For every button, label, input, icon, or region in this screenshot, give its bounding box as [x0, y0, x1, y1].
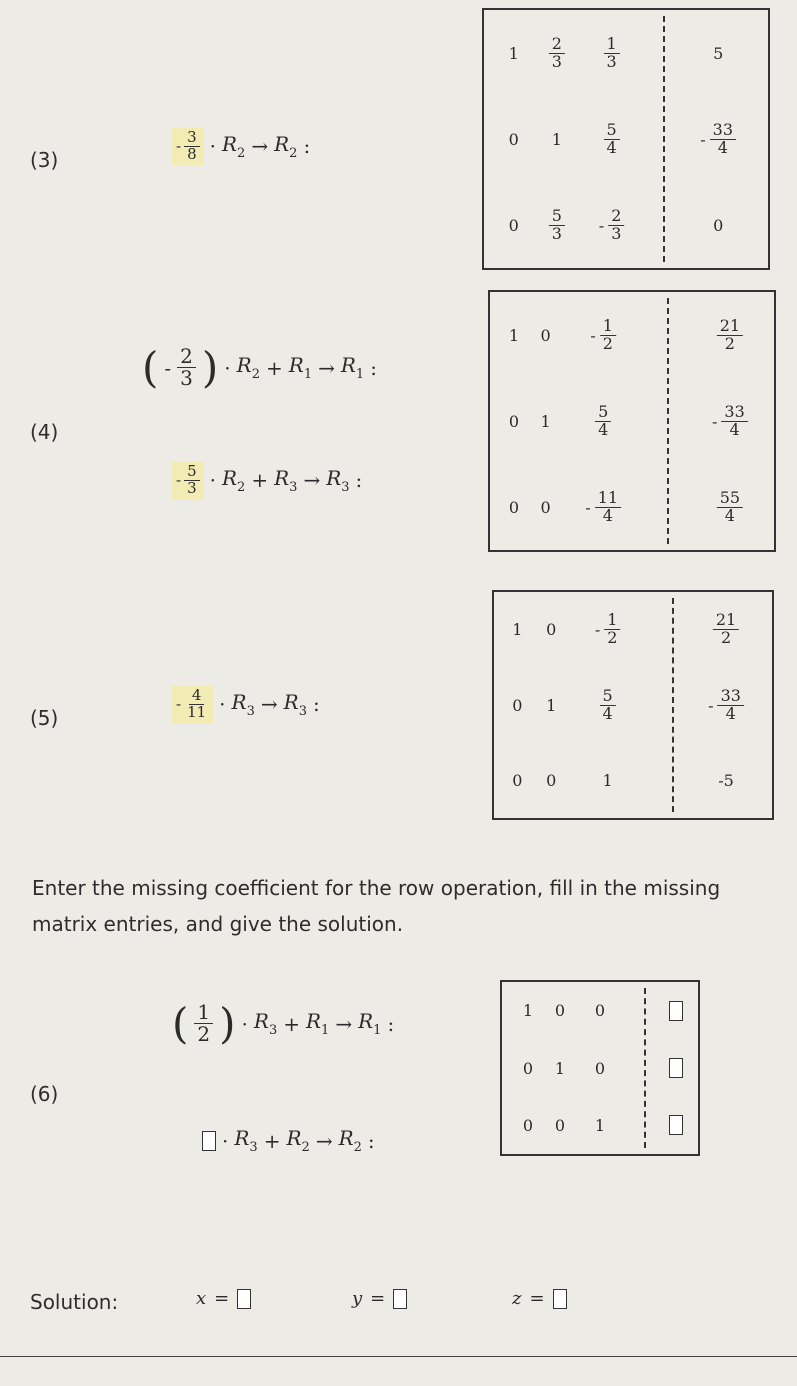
step-6-coefficient-input[interactable]	[202, 1131, 216, 1151]
step-3-label: (3)	[30, 148, 59, 172]
matrix-cell: 0	[554, 1001, 566, 1021]
step-4-operation-2: - $\frac{5}{3}$ · $R_2$ + $R_3$ → $R_3$ :	[172, 462, 362, 499]
matrix-cell: 1	[512, 620, 523, 640]
matrix-cell: $\frac{2}{3}$	[549, 35, 565, 71]
matrix-cell: 0	[554, 1115, 566, 1135]
solution-label: Solution:	[30, 1290, 119, 1314]
matrix-cell: -5	[718, 770, 734, 790]
step-3-coefficient: - $\frac{3}{8}$	[172, 128, 204, 165]
step-6-operation-2: · $R_3$ + $R_2$ → $R_2$ :	[202, 1126, 375, 1155]
matrix-cell: 0	[546, 770, 557, 790]
matrix-cell: 0	[713, 215, 724, 235]
step-6-matrix	[500, 980, 700, 1156]
matrix-cell: 1	[522, 1001, 534, 1021]
step-5-label: (5)	[30, 706, 59, 730]
step-4-matrix	[488, 290, 776, 552]
matrix-cell: - $\frac{33}{4}$	[712, 403, 748, 439]
matrix-cell: 0	[508, 411, 519, 431]
matrix-cell: 0	[512, 770, 523, 790]
instructions: Enter the missing coefficient for the row operation, fill in the missing matrix entries, and give the solution.	[32, 876, 721, 936]
matrix-cell: $\frac{21}{2}$	[717, 317, 743, 353]
matrix-cell: 1	[540, 411, 551, 431]
step-4-operation-1: ( - $\frac{2}{3}$ ) · $R_2$ + $R_1$ → $R_1$ :	[142, 342, 377, 392]
step-3-matrix	[482, 8, 770, 270]
matrix-entry-input[interactable]	[669, 1115, 683, 1135]
step-5-matrix	[492, 590, 774, 820]
step-5-operation: - $\frac{4}{11}$ · $R_3$ → $R_3$ :	[172, 686, 320, 723]
matrix-cell: - $\frac{33}{4}$	[700, 121, 736, 157]
step-6-operation-1: ( $\frac{1}{2}$ ) · $R_3$ + $R_1$ → $R_1$ :	[172, 998, 395, 1048]
matrix-cell: 0	[540, 325, 551, 345]
step-3-operation: - $\frac{3}{8}$ · $R_2$ → $R_2$ :	[172, 128, 310, 165]
matrix-cell: 0	[546, 620, 557, 640]
matrix-entry-input[interactable]	[669, 1001, 683, 1021]
solution-y: y =	[352, 1288, 407, 1309]
matrix-cell: - $\frac{11}{4}$	[585, 489, 621, 525]
matrix-cell: $\frac{5}{4}$	[595, 403, 611, 439]
step-4-coefficient: - $\frac{5}{3}$	[172, 462, 204, 499]
matrix-cell[interactable]	[669, 1050, 683, 1086]
matrix-cell: $\frac{1}{3}$	[604, 35, 620, 71]
matrix-cell: 0	[508, 215, 519, 235]
matrix-cell: 5	[713, 43, 724, 63]
matrix-cell: 0	[522, 1115, 534, 1135]
step-5-coefficient: - $\frac{4}{11}$	[172, 686, 213, 723]
matrix-cell: - $\frac{1}{2}$	[590, 317, 616, 353]
matrix-cell: 1	[594, 1115, 606, 1135]
matrix-cell: 1	[546, 695, 557, 715]
augment-divider	[663, 16, 665, 262]
solution-z-input[interactable]	[553, 1289, 567, 1309]
solution-x: x =	[196, 1288, 251, 1309]
matrix-cell: 1	[554, 1058, 566, 1078]
matrix-cell: $\frac{5}{3}$	[549, 207, 565, 243]
augment-divider	[667, 298, 669, 544]
step-6-label: (6)	[30, 1082, 59, 1106]
matrix-cell: 1	[508, 43, 519, 63]
matrix-cell: 0	[508, 129, 519, 149]
matrix-cell: 1	[508, 325, 519, 345]
matrix-cell[interactable]	[669, 993, 683, 1029]
matrix-cell[interactable]	[669, 1107, 683, 1143]
solution-y-input[interactable]	[393, 1289, 407, 1309]
bottom-divider	[0, 1356, 797, 1357]
matrix-cell: 1	[602, 770, 613, 790]
matrix-cell: 0	[594, 1001, 606, 1021]
matrix-cell: - $\frac{1}{2}$	[595, 612, 621, 648]
matrix-cell: 0	[594, 1058, 606, 1078]
matrix-cell: $\frac{21}{2}$	[713, 612, 739, 648]
matrix-cell: - $\frac{2}{3}$	[599, 207, 625, 243]
matrix-cell: - $\frac{33}{4}$	[708, 687, 744, 723]
solution-x-input[interactable]	[237, 1289, 251, 1309]
matrix-cell: 0	[522, 1058, 534, 1078]
solution-z: z =	[512, 1288, 567, 1309]
step-4-label: (4)	[30, 420, 59, 444]
matrix-cell: $\frac{5}{4}$	[604, 121, 620, 157]
matrix-cell: $\frac{55}{4}$	[717, 489, 743, 525]
matrix-cell: 0	[540, 497, 551, 517]
augment-divider	[644, 988, 646, 1148]
matrix-entry-input[interactable]	[669, 1058, 683, 1078]
matrix-cell: 0	[512, 695, 523, 715]
augment-divider	[672, 598, 674, 812]
matrix-cell: $\frac{5}{4}$	[600, 687, 616, 723]
matrix-cell: 1	[551, 129, 562, 149]
matrix-cell: 0	[508, 497, 519, 517]
